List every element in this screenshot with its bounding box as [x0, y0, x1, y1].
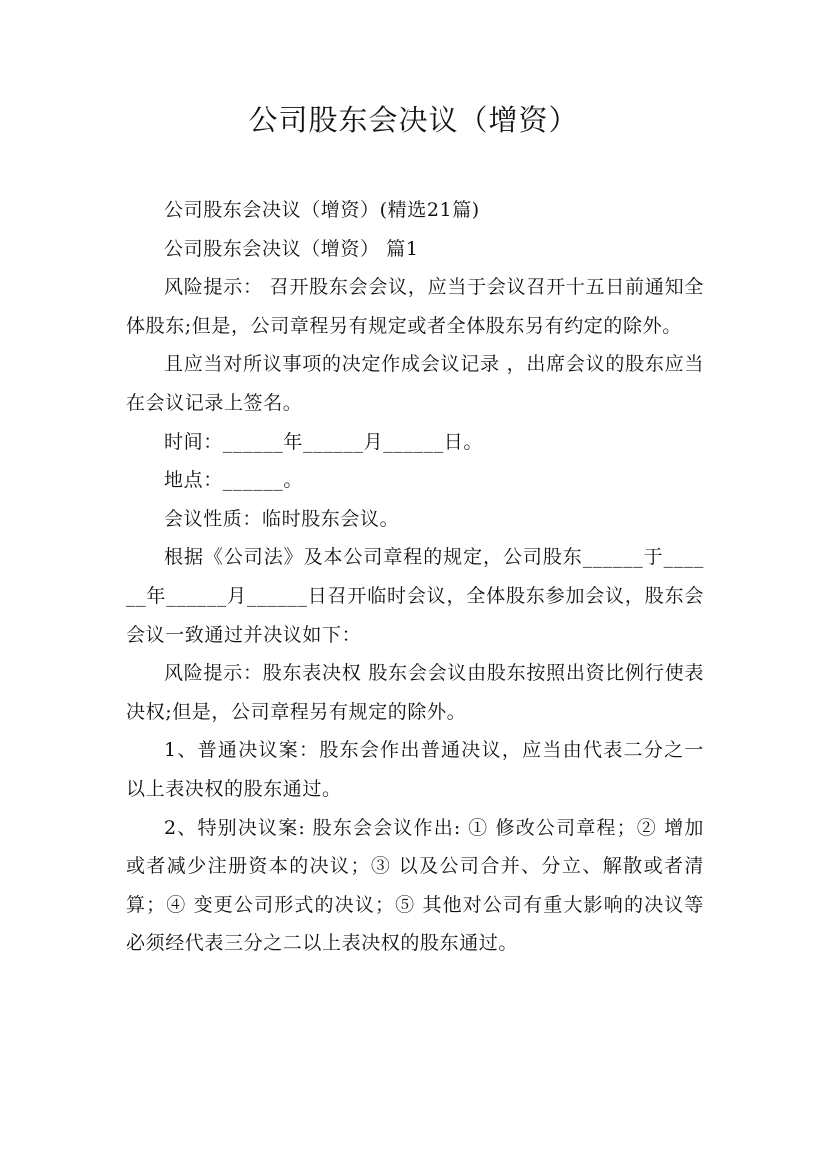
paragraph-legal-basis: 根据《公司法》及本公司章程的规定，公司股东______于______年______月______日召开临时会议，全体股东参加会议，股东会会议一致通过并决议如下： [126, 546, 704, 646]
paragraph-meeting-record: 且应当对所议事项的决定作成会议记录 ，出席会议的股东应当在会议记录上签名。 [126, 353, 704, 414]
paragraph-voting-rights-notice: 风险提示：股东表决权 股东会会议由股东按照出资比例行使表决权;但是，公司章程另有规定的除外。 [126, 662, 704, 723]
paragraph-section-heading: 公司股东会决议（增资） 篇1 [164, 237, 419, 260]
paragraph-risk-notice: 风险提示： 召开股东会会议，应当于会议召开十五日前通知全体股东;但是，公司章程另有规定或者全体股东另有约定的除外。 [126, 276, 704, 337]
paragraph-location: 地点：______。 [164, 469, 304, 492]
paragraph-ordinary-resolution: 1、普通决议案：股东会作出普通决议，应当由代表二分之一以上表决权的股东通过。 [126, 739, 704, 800]
paragraph-subtitle: 公司股东会决议（增资）(精选21篇) [164, 199, 480, 221]
document-title: 公司股东会决议（增资） [248, 103, 579, 137]
paragraph-time: 时间：______年______月______日。 [164, 430, 484, 453]
paragraph-meeting-nature: 会议性质：临时股东会议。 [164, 507, 400, 530]
document-body [126, 191, 704, 963]
paragraph-special-resolution: 2、特别决议案: 股东会会议作出: ① 修改公司章程；② 增加或者减少注册资本的决议；③ 以及公司合并、分立、解散或者清算；④ 变更公司形式的决议；⑤ 其他对公司有重大影响的决议等必须经代表三分之二以上表决权的股东通过。 [126, 816, 704, 955]
